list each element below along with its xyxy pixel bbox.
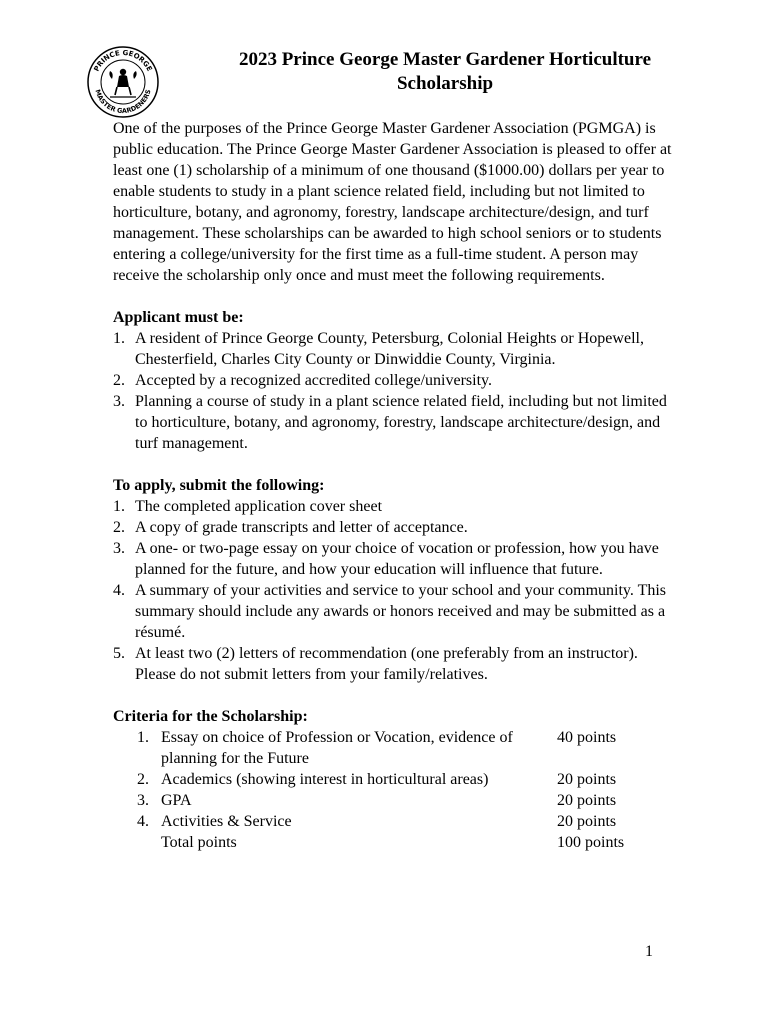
list-item bbox=[113, 328, 673, 370]
list-text: Planning a course of study in a plant science related field, including but not limited to horticulture, botany, and agronomy, forestry, landscape architecture/design, and turf management. bbox=[135, 393, 667, 452]
document-title bbox=[200, 48, 690, 96]
list-text: A summary of your activities and service to your school and your community. This summary should include any awards or honors received and may be submitted as a résumé. bbox=[135, 582, 667, 641]
title-line-1: 2023 Prince George Master Gardener Horticulture bbox=[238, 49, 652, 70]
intro-paragraph: One of the purposes of the Prince George Master Gardener Association (PGMGA) is public education. The Prince George Master Gardener Association is pleased to offer at least one (1) scholarship of a minimum of one thousand ($1000.00) dollars per year to enable students to study in a plant science related field, including but not limited to horticulture, botany, and agronomy, forestry, landscape architecture/design, and turf management. These scholarships can be awarded to high school seniors or to students entering a college/university for the first time as a full-time student. A person may receive the scholarship only once and must meet the following requirements. bbox=[113, 120, 672, 284]
table-row-total bbox=[113, 832, 673, 853]
applicant-heading: Applicant must be: bbox=[113, 309, 244, 326]
list-text: A copy of grade transcripts and letter of acceptance. bbox=[135, 519, 468, 536]
list-number: 3. bbox=[113, 393, 125, 410]
list-text: The completed application cover sheet bbox=[135, 498, 383, 515]
apply-heading: To apply, submit the following: bbox=[113, 477, 325, 494]
list-number: 4. bbox=[113, 582, 125, 599]
applicant-requirements-list bbox=[113, 328, 673, 454]
seal-bottom-text: MASTER GARDENERS bbox=[93, 88, 153, 116]
criteria-heading: Criteria for the Scholarship: bbox=[113, 708, 308, 725]
apply-submission-list bbox=[113, 496, 673, 685]
master-gardener-seal-logo bbox=[86, 45, 160, 119]
title-line-2: Scholarship bbox=[396, 73, 494, 94]
list-text: A one- or two-page essay on your choice of vocation or profession, how you have planned for the future, and how your education will influence that future. bbox=[135, 540, 659, 578]
seal-top-text: PRINCE GEORGE bbox=[92, 48, 154, 73]
list-item bbox=[113, 391, 673, 454]
list-number: 2. bbox=[113, 519, 125, 536]
criteria-number: 4. bbox=[137, 813, 149, 830]
criteria-text: Academics (showing interest in horticultural areas) bbox=[161, 771, 489, 788]
list-item bbox=[113, 538, 673, 580]
list-item bbox=[113, 643, 673, 685]
seal-gardener-figure-icon bbox=[109, 69, 136, 97]
table-row bbox=[113, 811, 673, 832]
criteria-points: 20 points bbox=[557, 813, 617, 830]
criteria-number: 2. bbox=[137, 771, 149, 788]
page-number: 1 bbox=[645, 943, 653, 960]
list-item bbox=[113, 517, 673, 538]
criteria-table bbox=[113, 727, 673, 853]
criteria-points: 20 points bbox=[557, 771, 617, 788]
table-row bbox=[113, 727, 673, 769]
total-label: Total points bbox=[161, 834, 237, 851]
list-text: A resident of Prince George County, Petersburg, Colonial Heights or Hopewell, Chesterfield, Charles City County or Dinwiddie County, Virginia. bbox=[135, 330, 644, 368]
list-number: 3. bbox=[113, 540, 125, 557]
criteria-text: Essay on choice of Profession or Vocation, evidence of planning for the Future bbox=[161, 729, 513, 767]
criteria-text: GPA bbox=[161, 792, 192, 809]
list-item bbox=[113, 496, 673, 517]
list-number: 5. bbox=[113, 645, 125, 662]
criteria-points: 20 points bbox=[557, 792, 617, 809]
table-row bbox=[113, 790, 673, 811]
document-body bbox=[113, 118, 673, 853]
list-number: 1. bbox=[113, 498, 125, 515]
list-text: Accepted by a recognized accredited college/university. bbox=[135, 372, 493, 389]
list-item bbox=[113, 580, 673, 643]
list-item bbox=[113, 370, 673, 391]
criteria-points: 40 points bbox=[557, 729, 617, 746]
total-points: 100 points bbox=[557, 834, 625, 851]
list-text: At least two (2) letters of recommendation (one preferably from an instructor). Please do not submit letters from your family/relatives. bbox=[135, 645, 638, 683]
criteria-number: 3. bbox=[137, 792, 149, 809]
list-number: 2. bbox=[113, 372, 125, 389]
list-number: 1. bbox=[113, 330, 125, 347]
criteria-number: 1. bbox=[137, 729, 149, 746]
criteria-text: Activities & Service bbox=[161, 813, 292, 830]
table-row bbox=[113, 769, 673, 790]
